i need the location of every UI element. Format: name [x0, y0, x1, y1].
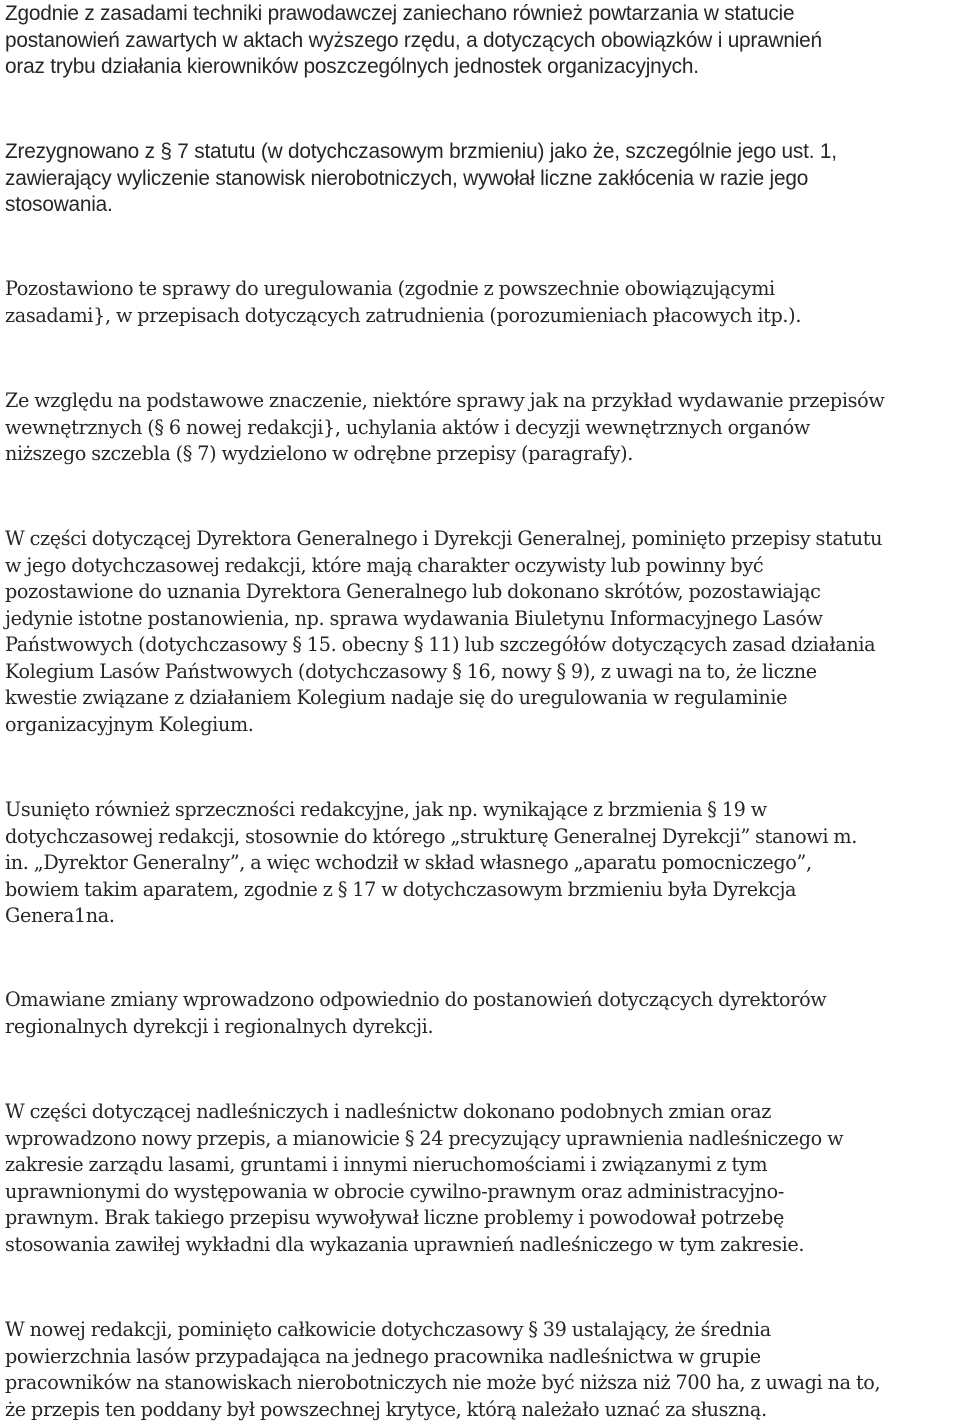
paragraph-line: Państwowych (dotychczasowy § 15. obecny § 11) lub szczegółów dotyczących zasad działania	[5, 633, 876, 656]
paragraph-line: Kolegium Lasów Państwowych (dotychczasowy § 16, nowy § 9), z uwagi na to, że liczne	[5, 659, 817, 683]
paragraph-line: że przepis ten poddany był powszechnej krytyce, którą należało uznać za słuszną.	[5, 1397, 767, 1421]
paragraph-line: W części dotyczącej nadleśniczych i nadleśnictw dokonano podobnych zmian oraz	[5, 1100, 771, 1123]
paragraph-line: jedynie istotne postanowienia, np. sprawa wydawania Biuletynu Informacyjnego Lasów	[5, 606, 823, 630]
paragraph-line: W nowej redakcji, pominięto całkowicie dotychczasowy § 39 ustalający, że średnia	[5, 1318, 771, 1341]
paragraph-8	[5, 1099, 843, 1258]
paragraph-6	[5, 797, 857, 930]
paragraph-2	[5, 139, 837, 219]
paragraph-line: stosowania.	[5, 193, 113, 216]
paragraph-4	[5, 388, 884, 468]
paragraph-line: Pozostawiono te sprawy do uregulowania (zgodnie z powszechnie obowiązującymi	[5, 277, 775, 300]
paragraph-line: w jego dotychczasowej redakcji, które mają charakter oczywisty lub powinny być	[5, 553, 764, 577]
paragraph-line: pracowników na stanowiskach nierobotniczych nie może być niższa niż 700 ha, z uwagi na to,	[5, 1371, 881, 1394]
paragraph-line: wprowadzono nowy przepis, a mianowicie § 24 precyzujący uprawnienia nadleśniczego w	[5, 1126, 844, 1150]
paragraph-line: Usunięto również sprzeczności redakcyjne, jak np. wynikające z brzmienia § 19 w	[5, 798, 767, 821]
paragraph-line: postanowień zawartych w aktach wyższego rzędu, a dotyczących obowiązków i uprawnień	[5, 28, 822, 52]
paragraph-line: prawnym. Brak takiego przepisu wywoływał liczne problemy i powodował potrzebę	[5, 1206, 784, 1229]
paragraph-line: W części dotyczącej Dyrektora Generalnego i Dyrekcji Generalnej, pominięto przepisy statutu	[5, 527, 883, 550]
paragraph-line: Zrezygnowano z § 7 statutu (w dotychczasowym brzmieniu) jako że, szczególnie jego ust. 1,	[5, 140, 837, 163]
paragraph-line: zasadami}, w przepisach dotyczących zatrudnienia (porozumieniach płacowych itp.).	[5, 303, 802, 327]
paragraph-line: bowiem takim aparatem, zgodnie z § 17 w dotychczasowym brzmieniu była Dyrekcja	[5, 877, 797, 901]
paragraph-line: Zgodnie z zasadami techniki prawodawczej zaniechano również powtarzania w statucie	[5, 2, 795, 25]
paragraph-9	[5, 1317, 880, 1423]
paragraph-line: regionalnych dyrekcji i regionalnych dyrekcji.	[5, 1014, 434, 1038]
paragraph-line: Genera1na.	[5, 904, 115, 927]
paragraph-line: kwestie związane z działaniem Kolegium nadaje się do uregulowania w regulaminie	[5, 686, 788, 709]
paragraph-line: wewnętrznych (§ 6 nowej redakcji}, uchylania aktów i decyzji wewnętrznych organów	[5, 415, 810, 439]
paragraph-line: in. „Dyrektor Generalny”, a więc wchodził w skład własnego „aparatu pomocniczego”,	[5, 851, 812, 874]
paragraph-line: zakresie zarządu lasami, gruntami i innymi nieruchomościami i związanymi z tym	[5, 1153, 768, 1176]
paragraph-3	[5, 276, 801, 329]
paragraph-7	[5, 987, 826, 1040]
paragraph-line: powierzchnia lasów przypadająca na jednego pracownika nadleśnictwa w grupie	[5, 1344, 761, 1368]
paragraph-line: stosowania zawiłej wykładni dla wykazania uprawnień nadleśniczego w tym zakresie.	[5, 1232, 805, 1256]
paragraph-line: zawierający wyliczenie stanowisk nierobotniczych, wywołał liczne zakłócenia w razie jego	[5, 166, 809, 190]
paragraph-line: uprawnionymi do występowania w obrocie cywilno-prawnym oraz administracyjno-	[5, 1179, 785, 1203]
paragraph-line: Omawiane zmiany wprowadzono odpowiednio do postanowień dotyczących dyrektorów	[5, 988, 827, 1011]
paragraph-line: organizacyjnym Kolegium.	[5, 712, 254, 736]
paragraph-5	[5, 526, 882, 738]
paragraph-line: pozostawione do uznania Dyrektora Generalnego lub dokonano skrótów, pozostawiając	[5, 580, 821, 603]
paragraph-line: oraz trybu działania kierowników poszczególnych jednostek organizacyjnych.	[5, 55, 699, 78]
paragraph-line: dotychczasowej redakcji, stosownie do którego „strukturę Generalnej Dyrekcji” stanowi m.	[5, 824, 858, 848]
paragraph-line: Ze względu na podstawowe znaczenie, niektóre sprawy jak na przykład wydawanie przepisów	[5, 389, 885, 412]
paragraph-1	[5, 1, 822, 81]
paragraph-line: niższego szczebla (§ 7) wydzielono w odrębne przepisy (paragrafy).	[5, 442, 634, 465]
